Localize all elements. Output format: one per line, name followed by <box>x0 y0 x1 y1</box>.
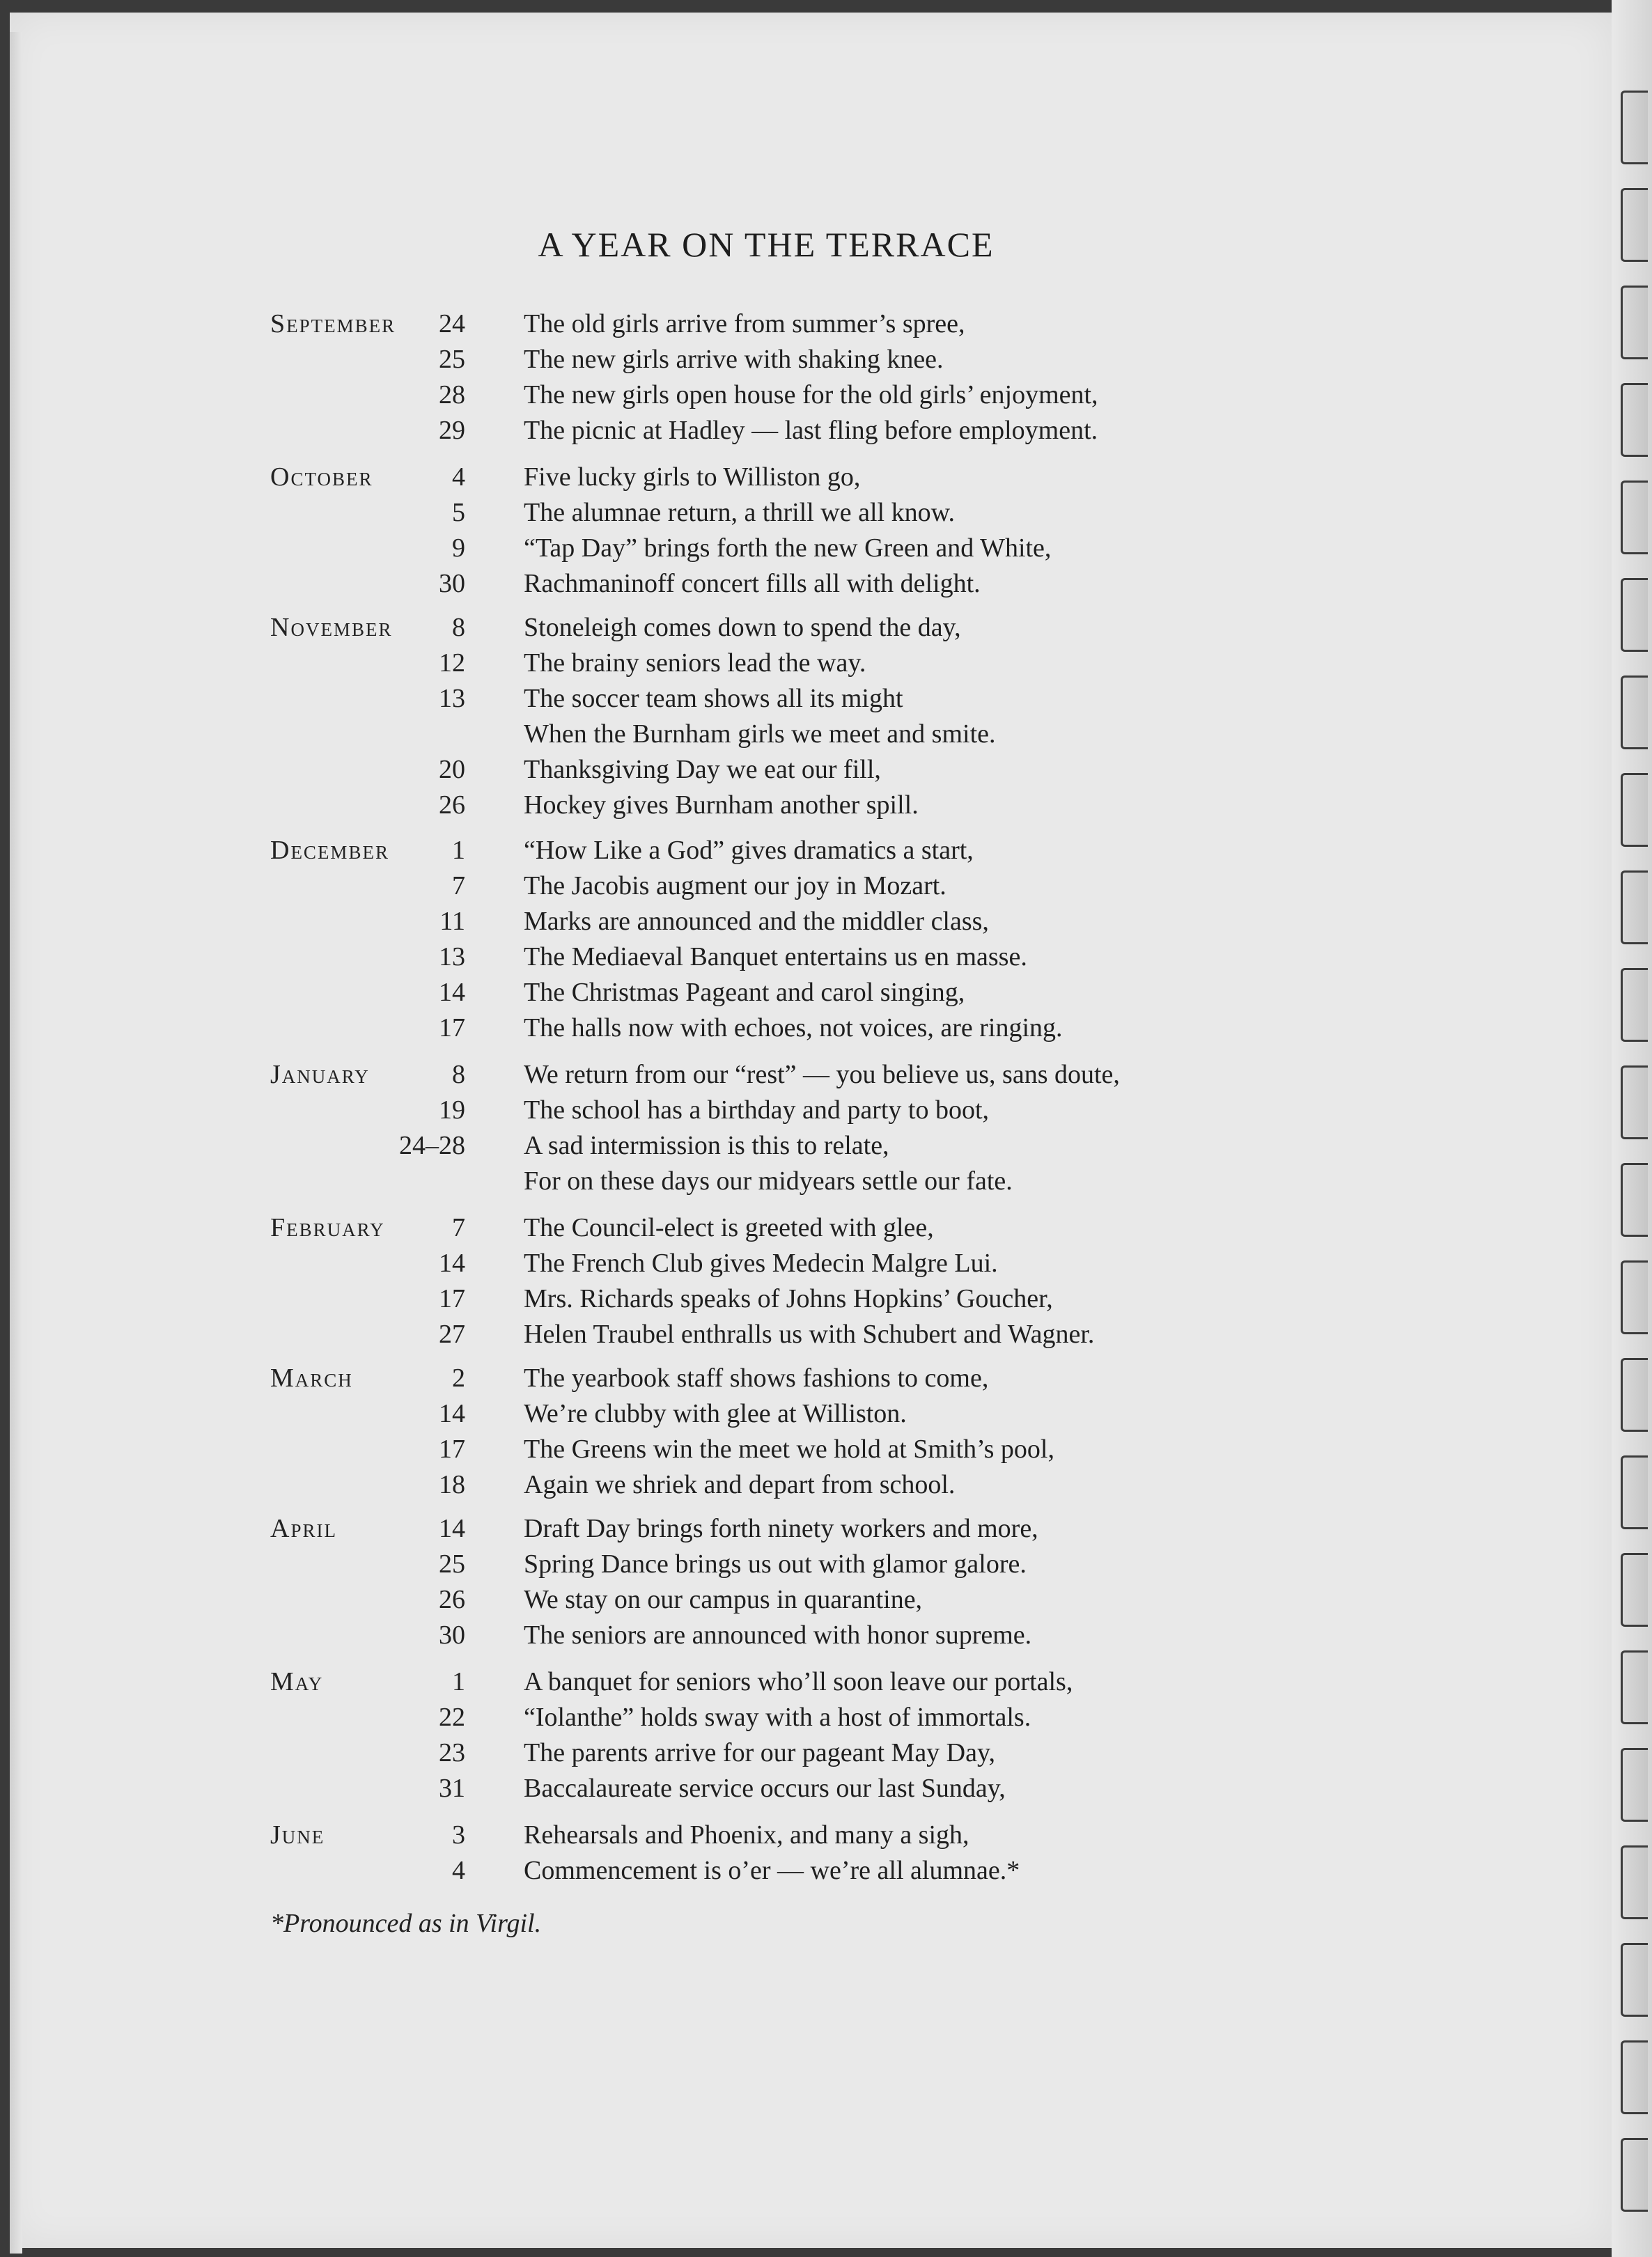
day-number: 17 <box>439 1284 465 1313</box>
day-number: 20 <box>439 755 465 784</box>
stanza-june <box>0 1818 1652 1889</box>
poem-line <box>0 460 1652 495</box>
poem-line <box>0 1210 1652 1246</box>
verse-text: We stay on our campus in quarantine, <box>524 1585 923 1614</box>
day-number: 24–28 <box>399 1131 465 1160</box>
verse-text: Again we shriek and depart from school. <box>524 1470 956 1499</box>
day-number: 7 <box>452 871 465 900</box>
day-number: 3 <box>452 1820 465 1850</box>
poem-line <box>0 1246 1652 1281</box>
month-label: December <box>270 836 389 865</box>
day-number: 2 <box>452 1364 465 1393</box>
binding-coil <box>1621 2040 1648 2114</box>
poem-line <box>0 495 1652 531</box>
verse-text: We’re clubby with glee at Williston. <box>524 1399 907 1428</box>
day-number: 14 <box>439 1249 465 1278</box>
day-number: 27 <box>439 1320 465 1349</box>
verse-text: Rehearsals and Phoenix, and many a sigh, <box>524 1820 969 1850</box>
day-number: 11 <box>439 907 465 936</box>
day-number: 8 <box>452 613 465 642</box>
verse-text: The Greens win the meet we hold at Smith’s pool, <box>524 1435 1054 1464</box>
day-number: 12 <box>439 648 465 678</box>
verse-text: Baccalaureate service occurs our last Sunday, <box>524 1774 1006 1803</box>
verse-text: When the Burnham girls we meet and smite. <box>524 719 996 749</box>
verse-text: The Mediaeval Banquet entertains us en masse. <box>524 942 1027 971</box>
day-number: 26 <box>439 790 465 820</box>
verse-text: “How Like a God” gives dramatics a start, <box>524 836 974 865</box>
poem-line <box>0 752 1652 788</box>
verse-text: The halls now with echoes, not voices, are ringing. <box>524 1013 1063 1042</box>
verse-text: The Jacobis augment our joy in Mozart. <box>524 871 946 900</box>
poem-line <box>0 681 1652 717</box>
verse-text: Thanksgiving Day we eat our fill, <box>524 755 881 784</box>
stanza-january <box>0 1057 1652 1199</box>
verse-text: The picnic at Hadley — last fling before employment. <box>524 416 1098 445</box>
verse-text: A banquet for seniors who’ll soon leave our portals, <box>524 1667 1073 1696</box>
poem-line <box>0 1771 1652 1806</box>
month-label: January <box>270 1060 370 1089</box>
verse-text: The school has a birthday and party to boot, <box>524 1095 990 1125</box>
poem-line <box>0 1511 1652 1547</box>
day-number: 26 <box>439 1585 465 1614</box>
poem-line <box>0 342 1652 377</box>
binding-coil <box>1621 91 1648 164</box>
verse-text: Draft Day brings forth ninety workers and more, <box>524 1514 1038 1543</box>
poem-line <box>0 377 1652 413</box>
poem-line <box>0 1010 1652 1046</box>
day-number: 29 <box>439 416 465 445</box>
poem-line <box>0 1432 1652 1467</box>
binding-coil <box>1621 1943 1648 2017</box>
day-number: 4 <box>452 1856 465 1885</box>
month-label: June <box>270 1820 325 1850</box>
day-number: 4 <box>452 462 465 492</box>
stanza-may <box>0 1664 1652 1806</box>
poem-line <box>0 1164 1652 1199</box>
verse-text: The yearbook staff shows fashions to come, <box>524 1364 989 1393</box>
month-label: May <box>270 1667 324 1696</box>
poem-line <box>0 1735 1652 1771</box>
verse-text: The brainy seniors lead the way. <box>524 648 866 678</box>
stanza-september <box>0 306 1652 448</box>
day-number: 17 <box>439 1013 465 1042</box>
stanza-february <box>0 1210 1652 1352</box>
verse-text: Hockey gives Burnham another spill. <box>524 790 919 820</box>
verse-text: The soccer team shows all its might <box>524 684 903 713</box>
poem-line <box>0 566 1652 602</box>
verse-text: Helen Traubel enthralls us with Schubert and Wagner. <box>524 1320 1095 1349</box>
day-number: 24 <box>439 309 465 338</box>
verse-text: The Council-elect is greeted with glee, <box>524 1213 934 1242</box>
poem-line <box>0 1582 1652 1618</box>
day-number: 9 <box>452 533 465 563</box>
verse-text: “Tap Day” brings forth the new Green and White, <box>524 533 1052 563</box>
poem-line <box>0 1093 1652 1128</box>
verse-text: Mrs. Richards speaks of Johns Hopkins’ Goucher, <box>524 1284 1053 1313</box>
poem-line <box>0 1664 1652 1700</box>
day-number: 23 <box>439 1738 465 1767</box>
month-label: March <box>270 1364 353 1393</box>
poem-line <box>0 1618 1652 1653</box>
poem-line <box>0 306 1652 342</box>
verse-text: Stoneleigh comes down to spend the day, <box>524 613 961 642</box>
verse-text: Rachmaninoff concert fills all with delight. <box>524 569 981 598</box>
binding-coil <box>1621 2138 1648 2212</box>
verse-text: The parents arrive for our pageant May Day, <box>524 1738 996 1767</box>
day-number: 14 <box>439 978 465 1007</box>
poem-line <box>0 1128 1652 1164</box>
day-number: 18 <box>439 1470 465 1499</box>
day-number: 8 <box>452 1060 465 1089</box>
verse-text: The seniors are announced with honor supreme. <box>524 1620 1032 1650</box>
poem-line <box>0 1853 1652 1889</box>
day-number: 14 <box>439 1399 465 1428</box>
day-number: 19 <box>439 1095 465 1125</box>
verse-text: Marks are announced and the middler class, <box>524 907 989 936</box>
poem-line <box>0 1467 1652 1503</box>
month-label: February <box>270 1213 385 1242</box>
poem-line <box>0 1057 1652 1093</box>
poem-line <box>0 788 1652 823</box>
poem-line <box>0 1281 1652 1317</box>
poem-line <box>0 646 1652 681</box>
verse-text: The alumnae return, a thrill we all know. <box>524 498 956 527</box>
poem-line <box>0 1317 1652 1352</box>
poem-line <box>0 1700 1652 1735</box>
stanza-october <box>0 460 1652 602</box>
day-number: 14 <box>439 1514 465 1543</box>
poem-line <box>0 1396 1652 1432</box>
stanza-november <box>0 610 1652 823</box>
day-number: 25 <box>439 1549 465 1579</box>
poem-line <box>0 717 1652 752</box>
poem-line <box>0 1361 1652 1396</box>
verse-text: Five lucky girls to Williston go, <box>524 462 861 492</box>
day-number: 22 <box>439 1703 465 1732</box>
poem-line <box>0 610 1652 646</box>
day-number: 1 <box>452 836 465 865</box>
verse-text: The new girls arrive with shaking knee. <box>524 345 944 374</box>
day-number: 25 <box>439 345 465 374</box>
verse-text: The Christmas Pageant and carol singing, <box>524 978 965 1007</box>
poem-line <box>0 1547 1652 1582</box>
stanza-december <box>0 833 1652 1046</box>
verse-text: “Iolanthe” holds sway with a host of immortals. <box>524 1703 1031 1732</box>
day-number: 31 <box>439 1774 465 1803</box>
poem-line <box>0 975 1652 1010</box>
poem-line <box>0 531 1652 566</box>
verse-text: Spring Dance brings us out with glamor galore. <box>524 1549 1027 1579</box>
month-label: September <box>270 309 396 338</box>
day-number: 30 <box>439 569 465 598</box>
verse-text: For on these days our midyears settle our fate. <box>524 1166 1013 1196</box>
day-number: 13 <box>439 684 465 713</box>
month-label: November <box>270 613 393 642</box>
binding-coil <box>1621 188 1648 262</box>
day-number: 17 <box>439 1435 465 1464</box>
page-title: A YEAR ON THE TERRACE <box>538 225 995 264</box>
poem-line <box>0 939 1652 975</box>
poem-line <box>0 833 1652 868</box>
verse-text: The old girls arrive from summer’s spree, <box>524 309 965 338</box>
verse-text: The new girls open house for the old girls’ enjoyment, <box>524 380 1098 409</box>
verse-text: Commencement is o’er — we’re all alumnae.* <box>524 1856 1020 1885</box>
day-number: 28 <box>439 380 465 409</box>
footnote: *Pronounced as in Virgil. <box>270 1909 542 1938</box>
day-number: 30 <box>439 1620 465 1650</box>
day-number: 7 <box>452 1213 465 1242</box>
verse-text: A sad intermission is this to relate, <box>524 1131 889 1160</box>
poem-line <box>0 904 1652 939</box>
day-number: 5 <box>452 498 465 527</box>
day-number: 1 <box>452 1667 465 1696</box>
day-number: 13 <box>439 942 465 971</box>
poem-line <box>0 413 1652 448</box>
month-label: April <box>270 1514 337 1543</box>
verse-text: We return from our “rest” — you believe us, sans doute, <box>524 1060 1120 1089</box>
stanza-march <box>0 1361 1652 1503</box>
stanza-april <box>0 1511 1652 1653</box>
poem-line <box>0 1818 1652 1853</box>
verse-text: The French Club gives Medecin Malgre Lui. <box>524 1249 998 1278</box>
poem-line <box>0 868 1652 904</box>
month-label: October <box>270 462 373 492</box>
